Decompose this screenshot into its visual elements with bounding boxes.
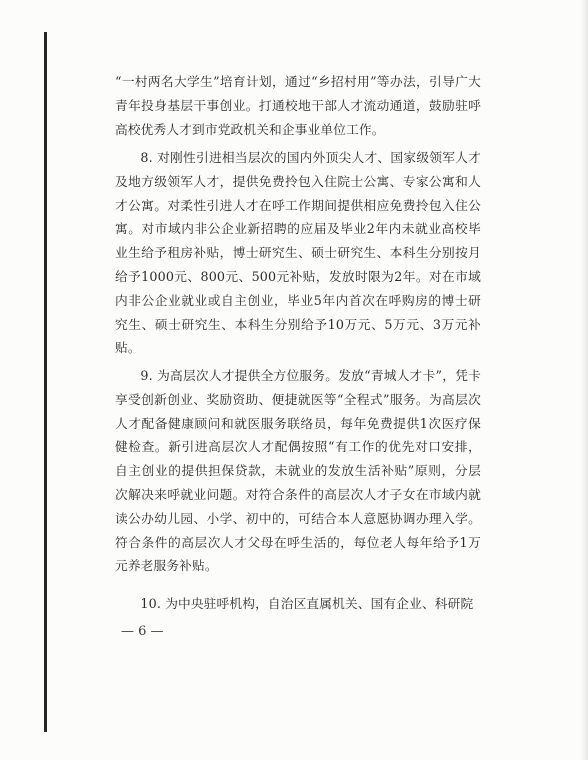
page-right-shadow: [582, 0, 588, 760]
paragraph-intro: “一村两名大学生”培育计划，通过“乡招村用”等办法，引导广大青年投身基层干事创业。打通校地干部人才流动通道，鼓励驻呼高校优秀人才到市党政机关和企事业单位工作。: [115, 74, 481, 137]
paragraph-9: 9. 为高层次人才提供全方位服务。发放“青城人才卡”，凭卡享受创新创业、奖励资助、便捷就医等“全程式”服务。为高层次人才配备健康顾问和就医服务联络员，每年免费提供1次医疗保健检查。新引进高层次人才配偶按照“有工作的优先对口安排，自主创业的提供担保贷款，未就业的发放生活补贴”原则，分层次解决来呼就业问题。对符合条件的高层次人才子女在市域内就读公办幼儿园、小学、初中的，可结合本人意愿协调办理入学。符合条件的高层次人才父母在呼生活的，每位老人每年给予1万元养老服务补贴。: [115, 368, 481, 574]
paragraph-10: 10. 为中央驻呼机构，自治区直属机关、国有企业、科研院: [140, 596, 474, 611]
paragraph-8: 8. 对刚性引进相当层次的国内外顶尖人才、国家级领军人才及地方级领军人才，提供免费拎包入住院士公寓、专家公寓和人才公寓。对柔性引进人才在呼工作期间提供相应免费拎包入住公寓。对市域内非公企业新招聘的应届及毕业2年内未就业高校毕业生给予租房补贴，博士研究生、硕士研究生、本科生分别按月给予1000元、800元、500元补贴，发放时限为2年。对在市域内非公企业就业或自主创业，毕业5年内首次在呼购房的博士研究生、硕士研究生、本科生分别给予10万元、5万元、3万元补贴。: [115, 150, 481, 356]
page-number: — 6 —: [121, 624, 164, 639]
page-left-border: [44, 32, 47, 732]
